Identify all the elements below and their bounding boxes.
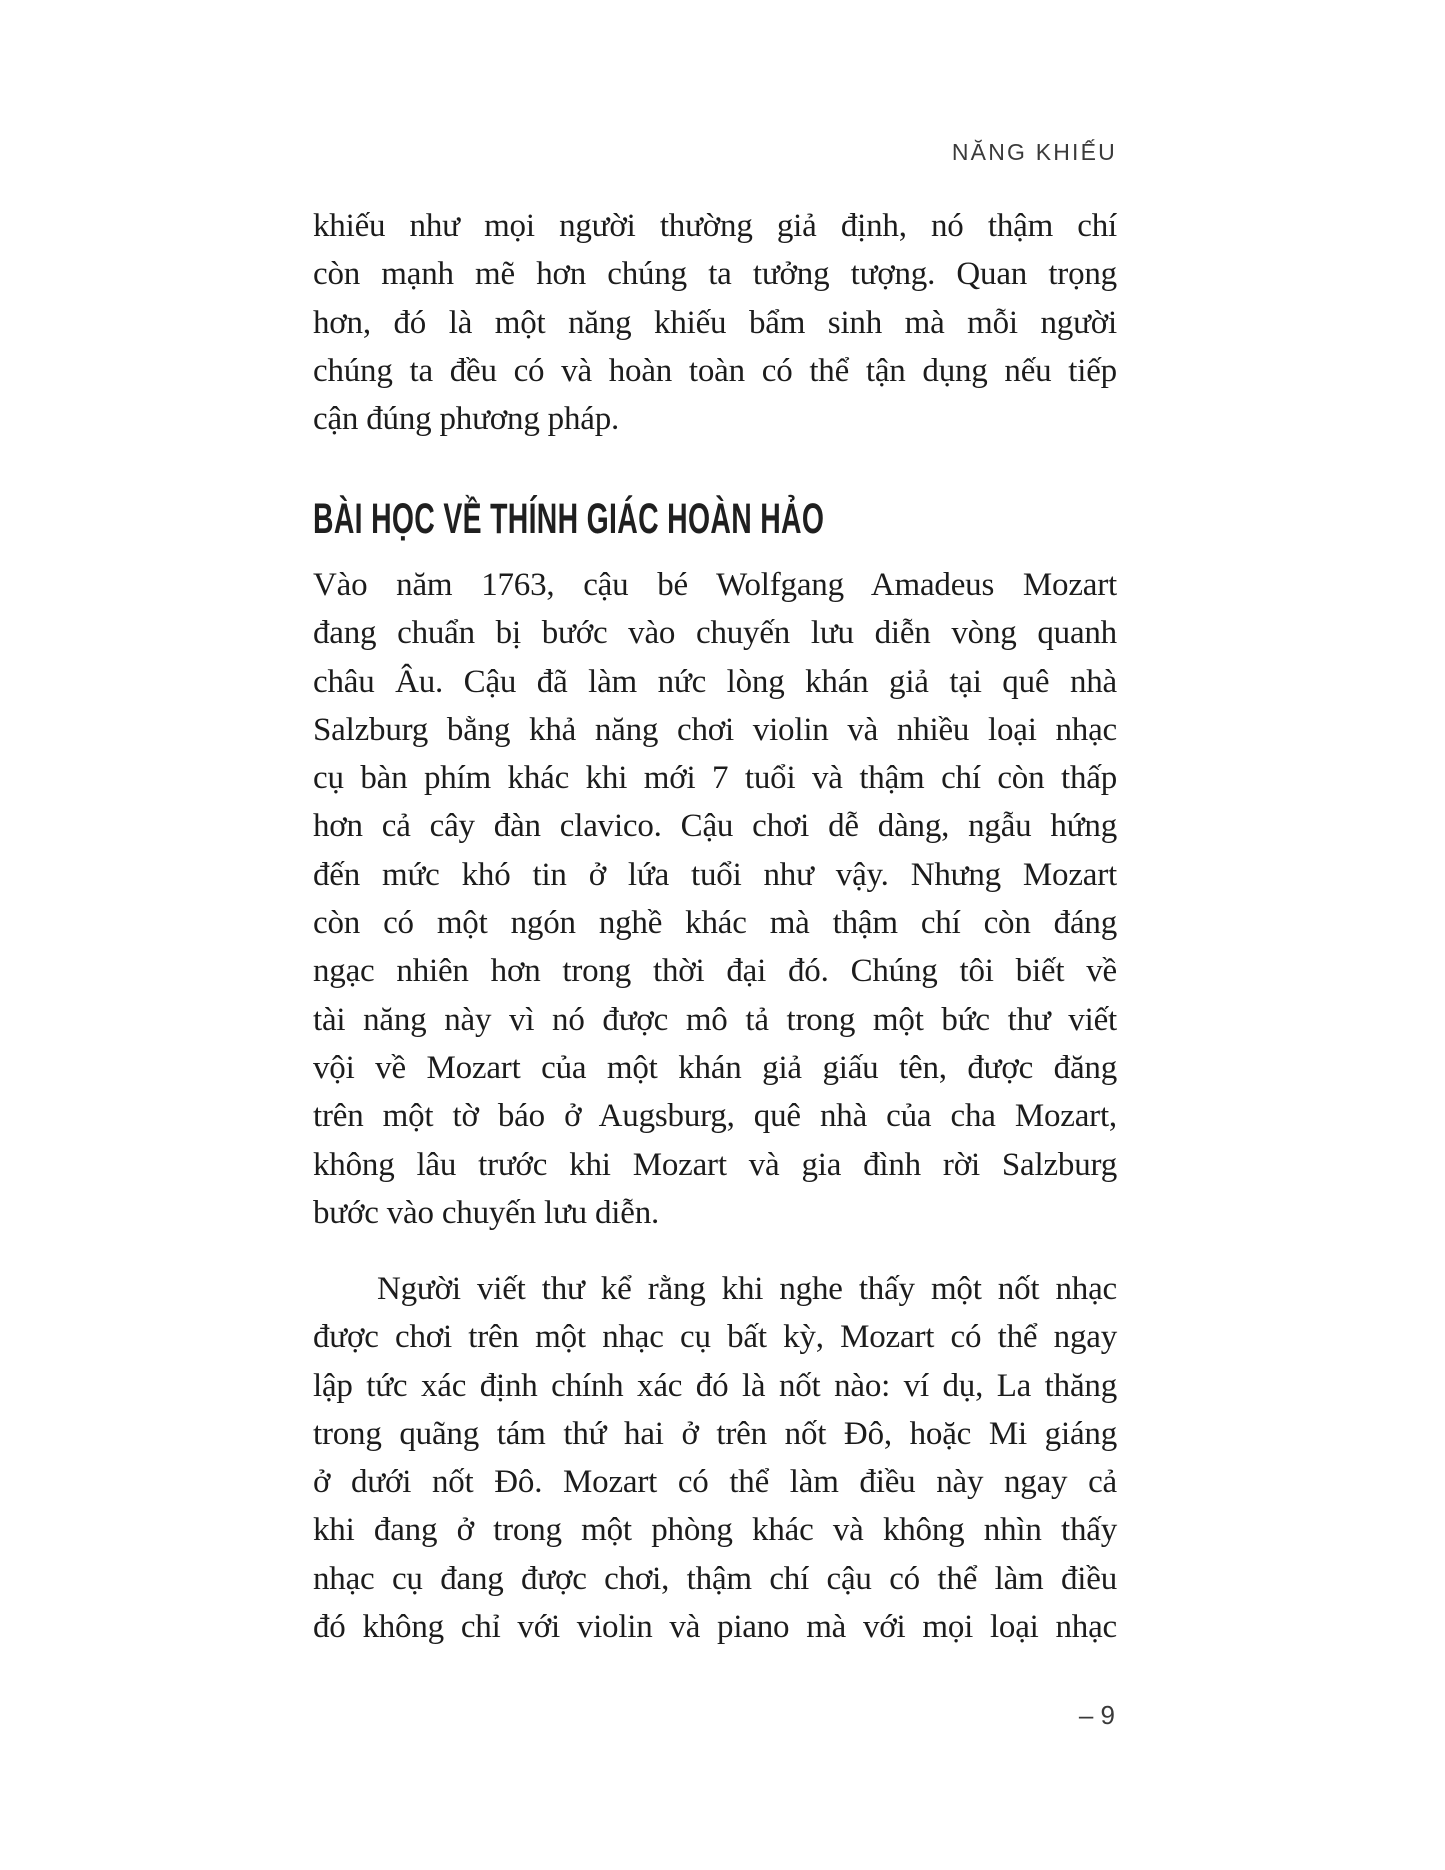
text-line: còn mạnh mẽ hơn chúng ta tưởng tượng. Quan trọng (313, 256, 1117, 293)
text-line: vội về Mozart của một khán giả giấu tên, được đăng (313, 1049, 1117, 1086)
continuation-paragraph (313, 202, 1117, 443)
text-line: lập tức xác định chính xác đó là nốt nào: ví dụ, La thăng (313, 1367, 1117, 1404)
text-line: hơn cả cây đàn clavico. Cậu chơi dễ dàng, ngẫu hứng (313, 808, 1117, 845)
text-line: cận đúng phương pháp. (313, 401, 620, 438)
letter-paragraph (313, 1265, 1117, 1651)
text-line: khiếu như mọi người thường giả định, nó thậm chí (313, 208, 1117, 244)
text-line: Salzburg bằng khả năng chơi violin và nhiều loại nhạc (313, 711, 1117, 748)
running-header: NĂNG KHIẾU (951, 139, 1117, 165)
text-line: châu Âu. Cậu đã làm nức lòng khán giả tại quê nhà (313, 663, 1117, 700)
text-line: Vào năm 1763, cậu bé Wolfgang Amadeus Mozart (313, 567, 1117, 603)
text-line: đó không chỉ với violin và piano mà với mọi loại nhạc (313, 1609, 1117, 1646)
text-line: đến mức khó tin ở lứa tuổi như vậy. Nhưng Mozart (313, 856, 1117, 893)
text-line: ngạc nhiên hơn trong thời đại đó. Chúng tôi biết về (313, 953, 1117, 990)
text-line: nhạc cụ đang được chơi, thậm chí cậu có thể làm điều (313, 1560, 1117, 1597)
text-line: được chơi trên một nhạc cụ bất kỳ, Mozart có thể ngay (313, 1319, 1117, 1356)
section-heading: BÀI HỌC VỀ THÍNH GIÁC HOÀN HẢO (313, 495, 825, 543)
mozart-paragraph (313, 561, 1117, 1237)
text-line: Người viết thư kể rằng khi nghe thấy một nốt nhạc (377, 1271, 1117, 1307)
text-line: hơn, đó là một năng khiếu bẩm sinh mà mỗi người (313, 304, 1117, 341)
page-number: – 9 (1078, 1700, 1115, 1730)
text-line: cụ bàn phím khác khi mới 7 tuổi và thậm chí còn thấp (313, 760, 1117, 797)
text-line: chúng ta đều có và hoàn toàn có thể tận dụng nếu tiếp (313, 352, 1117, 389)
text-line: đang chuẩn bị bước vào chuyến lưu diễn vòng quanh (313, 615, 1117, 652)
text-line: khi đang ở trong một phòng khác và không nhìn thấy (313, 1512, 1117, 1549)
text-line: tài năng này vì nó được mô tả trong một bức thư viết (313, 1001, 1117, 1038)
text-line: trong quãng tám thứ hai ở trên nốt Đô, hoặc Mi giáng (313, 1415, 1117, 1452)
text-line: còn có một ngón nghề khác mà thậm chí còn đáng (313, 905, 1117, 942)
text-line: bước vào chuyến lưu diễn. (313, 1194, 660, 1231)
text-line: không lâu trước khi Mozart và gia đình rời Salzburg (313, 1146, 1117, 1183)
text-line: ở dưới nốt Đô. Mozart có thể làm điều này ngay cả (313, 1464, 1117, 1501)
text-line: trên một tờ báo ở Augsburg, quê nhà của cha Mozart, (313, 1098, 1117, 1135)
